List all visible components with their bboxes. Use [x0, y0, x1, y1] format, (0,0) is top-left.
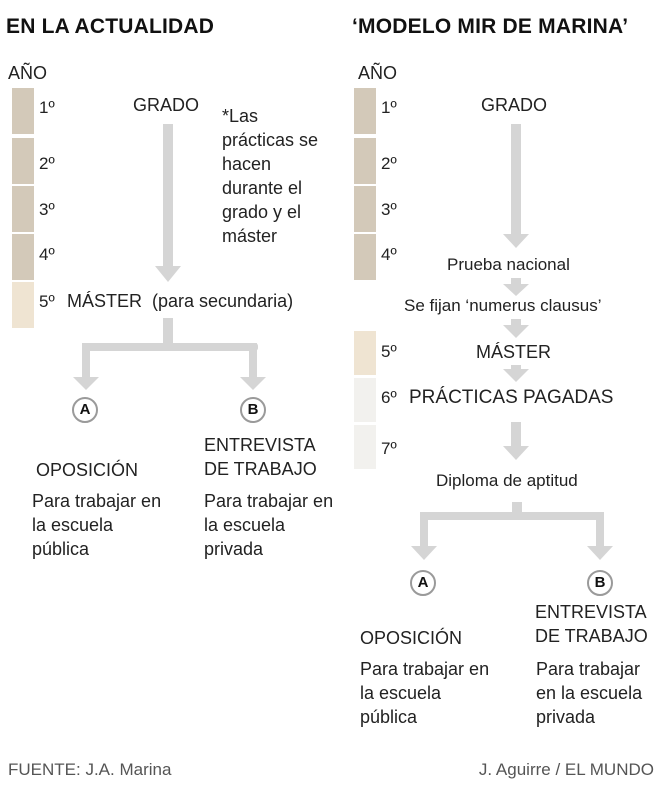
- right-numerus-label: Se fijan ‘numerus clausus’: [404, 296, 602, 315]
- right-grado-label: GRADO: [481, 95, 548, 115]
- right-year-4: 4º: [381, 245, 397, 264]
- right-practicas-label: PRÁCTICAS PAGADAS: [409, 387, 614, 408]
- right-year-bar-4: [354, 234, 376, 280]
- right-year-5: 5º: [381, 342, 397, 361]
- left-year-bar-1: [12, 88, 34, 134]
- left-year-4: 4º: [39, 245, 55, 264]
- left-master-label: MÁSTER (para secundaria): [67, 291, 294, 311]
- left-year-2: 2º: [39, 154, 55, 173]
- right-year-bar-2: [354, 138, 376, 184]
- right-option-b-title: ENTREVISTA DE TRABAJO: [535, 602, 648, 646]
- author-credit: J. Aguirre / EL MUNDO: [478, 760, 654, 779]
- left-year-bar-4: [12, 234, 34, 280]
- right-year-bar-5: [354, 331, 376, 375]
- left-year-label: AÑO: [8, 63, 48, 83]
- right-year-1: 1º: [381, 98, 397, 117]
- left-year-3: 3º: [39, 200, 55, 219]
- left-option-b-desc: Para trabajar en la escuela privada: [204, 491, 334, 559]
- left-year-bar-2: [12, 138, 34, 184]
- right-year-bar-7: [354, 425, 376, 469]
- left-year-5: 5º: [39, 292, 55, 311]
- right-master-label: MÁSTER: [476, 342, 552, 362]
- right-title: ‘MODELO MIR DE MARINA’: [352, 15, 629, 38]
- left-option-a-badge: A: [72, 397, 98, 423]
- right-option-a-title: OPOSICIÓN: [360, 628, 463, 648]
- left-year-bar-3: [12, 186, 34, 232]
- left-option-a-desc: Para trabajar en la escuela pública: [32, 491, 162, 559]
- left-option-b-badge: B: [240, 397, 266, 423]
- left-option-a-title: OPOSICIÓN: [36, 460, 139, 480]
- right-year-2: 2º: [381, 154, 397, 173]
- right-diploma-label: Diploma de aptitud: [436, 471, 578, 490]
- right-year-6: 6º: [381, 388, 397, 407]
- right-option-a-desc: Para trabajar en la escuela pública: [360, 659, 490, 727]
- right-year-bar-1: [354, 88, 376, 134]
- left-title: EN LA ACTUALIDAD: [6, 15, 215, 38]
- left-practicas-note: *Las prácticas se hacen durante el grado y el máster: [222, 106, 319, 246]
- right-year-7: 7º: [381, 439, 397, 458]
- left-option-b-title: ENTREVISTA DE TRABAJO: [204, 435, 317, 479]
- left-year-bar-5: [12, 282, 34, 328]
- right-option-b-badge: B: [587, 570, 613, 596]
- right-year-3: 3º: [381, 200, 397, 219]
- left-year-1: 1º: [39, 98, 55, 117]
- right-prueba-label: Prueba nacional: [447, 255, 570, 274]
- right-option-a-badge: A: [410, 570, 436, 596]
- source-credit: FUENTE: J.A. Marina: [8, 760, 172, 779]
- right-year-bar-3: [354, 186, 376, 232]
- right-option-b-desc: Para trabajar en la escuela privada: [536, 659, 643, 727]
- right-year-label: AÑO: [358, 63, 398, 83]
- right-year-bar-6: [354, 378, 376, 422]
- left-grado-label: GRADO: [133, 95, 200, 115]
